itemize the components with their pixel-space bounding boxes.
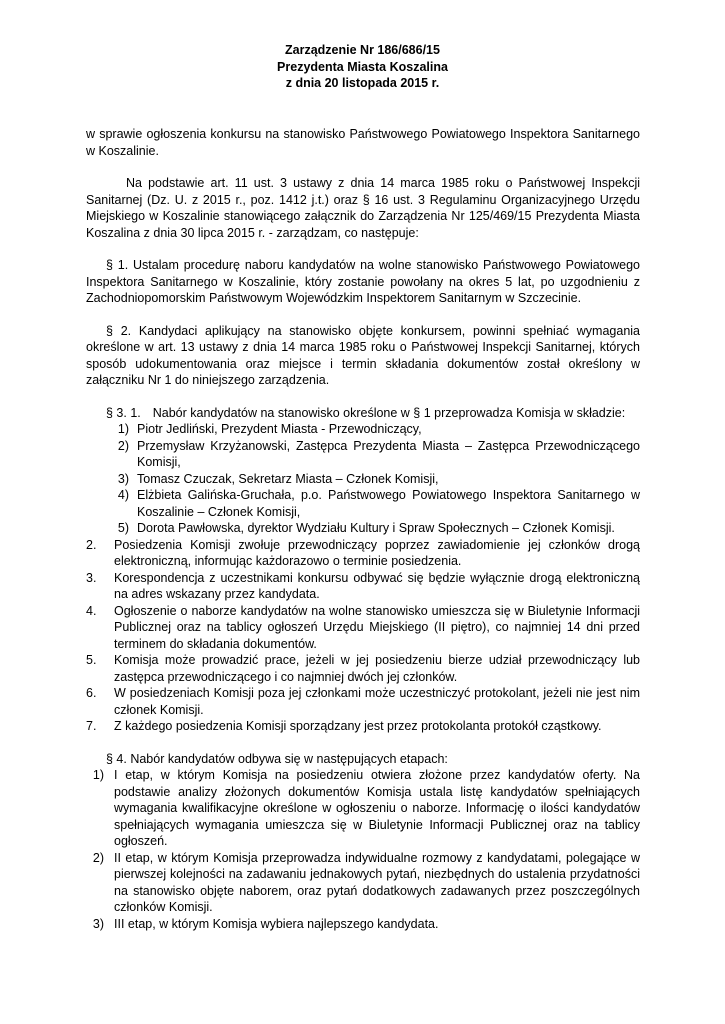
document-body [86, 126, 640, 932]
header-issuer: Prezydenta Miasta Koszalina [277, 59, 448, 74]
document-header [0, 42, 725, 92]
legal-basis-paragraph: Na podstawie art. 11 ust. 3 ustawy z dnia 14 marca 1985 roku o Państwowej Inspekcji Sanitarnej (Dz. U. z 2015 r., poz. 1412 j.t.) oraz § 16 ust. 3 Regulaminu Organizacyjnego Urzędu Miejskiego w Koszalinie stanowiącego załącznik do Zarządzenia Nr 125/469/15 Prezydenta Miasta Koszalina z dnia 30 lipca 2015 r. - zarządzam, co następuje: [86, 176, 640, 240]
section-3-intro [106, 405, 640, 422]
list-item: 1) Piotr Jedliński, Prezydent Miasta - Przewodniczący, [117, 422, 422, 436]
list-item: 4. Ogłoszenie o naborze kandydatów na wolne stanowisko umieszcza się w Biuletynie Informacji Publicznej oraz na tablicy ogłoszeń Urzędu Miejskiego (II piętro), co najmniej 14 dni przed terminem do składania dokumentów. [86, 603, 640, 651]
list-item: 2. Posiedzenia Komisji zwołuje przewodniczący poprzez zawiadomienie jej członków drogą elektroniczną, informując każdorazowo o terminie posiedzenia. [86, 537, 640, 568]
section-3-number: § 3. 1. [106, 405, 141, 420]
commission-members-list [112, 421, 640, 537]
section-3-points [86, 537, 640, 735]
list-item: 5. Komisja może prowadzić prace, jeżeli w jej posiedzeniu bierze udział przewodniczący lub zastępca przewodniczącego i co najmniej dwóch jej członków. [86, 653, 640, 684]
list-item: 2) Przemysław Krzyżanowski, Zastępca Prezydenta Miasta – Zastępca Przewodniczącego Komisji, [117, 438, 640, 469]
list-item: 5) Dorota Pawłowska, dyrektor Wydziału Kultury i Spraw Społecznych – Członek Komisji. [117, 521, 615, 535]
list-item: 3) Tomasz Czuczak, Sekretarz Miasta – Członek Komisji, [117, 471, 439, 486]
section-4-intro: § 4. Nabór kandydatów odbywa się w następujących etapach: [106, 751, 448, 766]
subject-paragraph: w sprawie ogłoszenia konkursu na stanowisko Państwowego Powiatowego Inspektora Sanitarnego w Koszalinie. [86, 127, 640, 158]
list-item: 7. Z każdego posiedzenia Komisji sporządzany jest przez protokolanta protokół cząstkowy. [86, 719, 602, 733]
section-3-intro-text: Nabór kandydatów na stanowisko określone w § 1 przeprowadza Komisja w składzie: [152, 405, 626, 420]
list-item: 3) III etap, w którym Komisja wybiera najlepszego kandydata. [92, 916, 439, 931]
list-item: 3. Korespondencja z uczestnikami konkursu odbywać się będzie wyłącznie drogą elektroniczną na adres wskazany przez kandydata. [86, 570, 640, 601]
section-2: § 2. Kandydaci aplikujący na stanowisko objęte konkursem, powinni spełniać wymagania określone w art. 13 ustawy z dnia 14 marca 1985 roku o Państwowej Inspekcji Sanitarnej, których sposób udokumentowania oraz miejsce i termin składania dokumentów został określony w załączniku Nr 1 do niniejszego zarządzenia. [86, 323, 640, 387]
section-1: § 1. Ustalam procedurę naboru kandydatów na wolne stanowisko Państwowego Powiatowego Inspektora Sanitarnego w Koszalinie, który zostanie powołany na okres 5 lat, po uzgodnieniu z Zachodniopomorskim Państwowym Wojewódzkim Inspektorem Sanitarnym w Szczecinie. [86, 258, 640, 305]
list-item: 6. W posiedzeniach Komisji poza jej członkami może uczestniczyć protokolant, jeżeli nie jest nim członek Komisji. [86, 686, 640, 717]
header-date: z dnia 20 listopada 2015 r. [285, 76, 440, 90]
section-4-stages [86, 767, 640, 932]
list-item: 2) II etap, w którym Komisja przeprowadza indywidualne rozmowy z kandydatami, polegające w pierwszej kolejności na zadawaniu jednakowych pytań, niezbędnych do ustalenia przydatności na stanowisko objęte naborem, oraz pytań dodatkowych zadawanych przez poszczególnych członków Komisji. [92, 850, 640, 914]
list-item: 1) I etap, w którym Komisja na posiedzeniu otwiera złożone przez kandydatów oferty. Na podstawie analizy złożonych dokumentów Komisja ustala listę kandydatów spełniających wymagania kwalifikacyjne określone w ogłoszeniu o naborze. Informację o ilości kandydatów spełniających wymagania umieszcza się w Biuletynie Informacji Publicznej oraz na tablicy ogłoszeń. [92, 768, 640, 848]
list-item: 4) Elżbieta Galińska-Gruchała, p.o. Państwowego Powiatowego Inspektora Sanitarnego w Koszalinie – Członek Komisji, [117, 488, 640, 519]
header-title: Zarządzenie Nr 186/686/15 [285, 43, 440, 57]
